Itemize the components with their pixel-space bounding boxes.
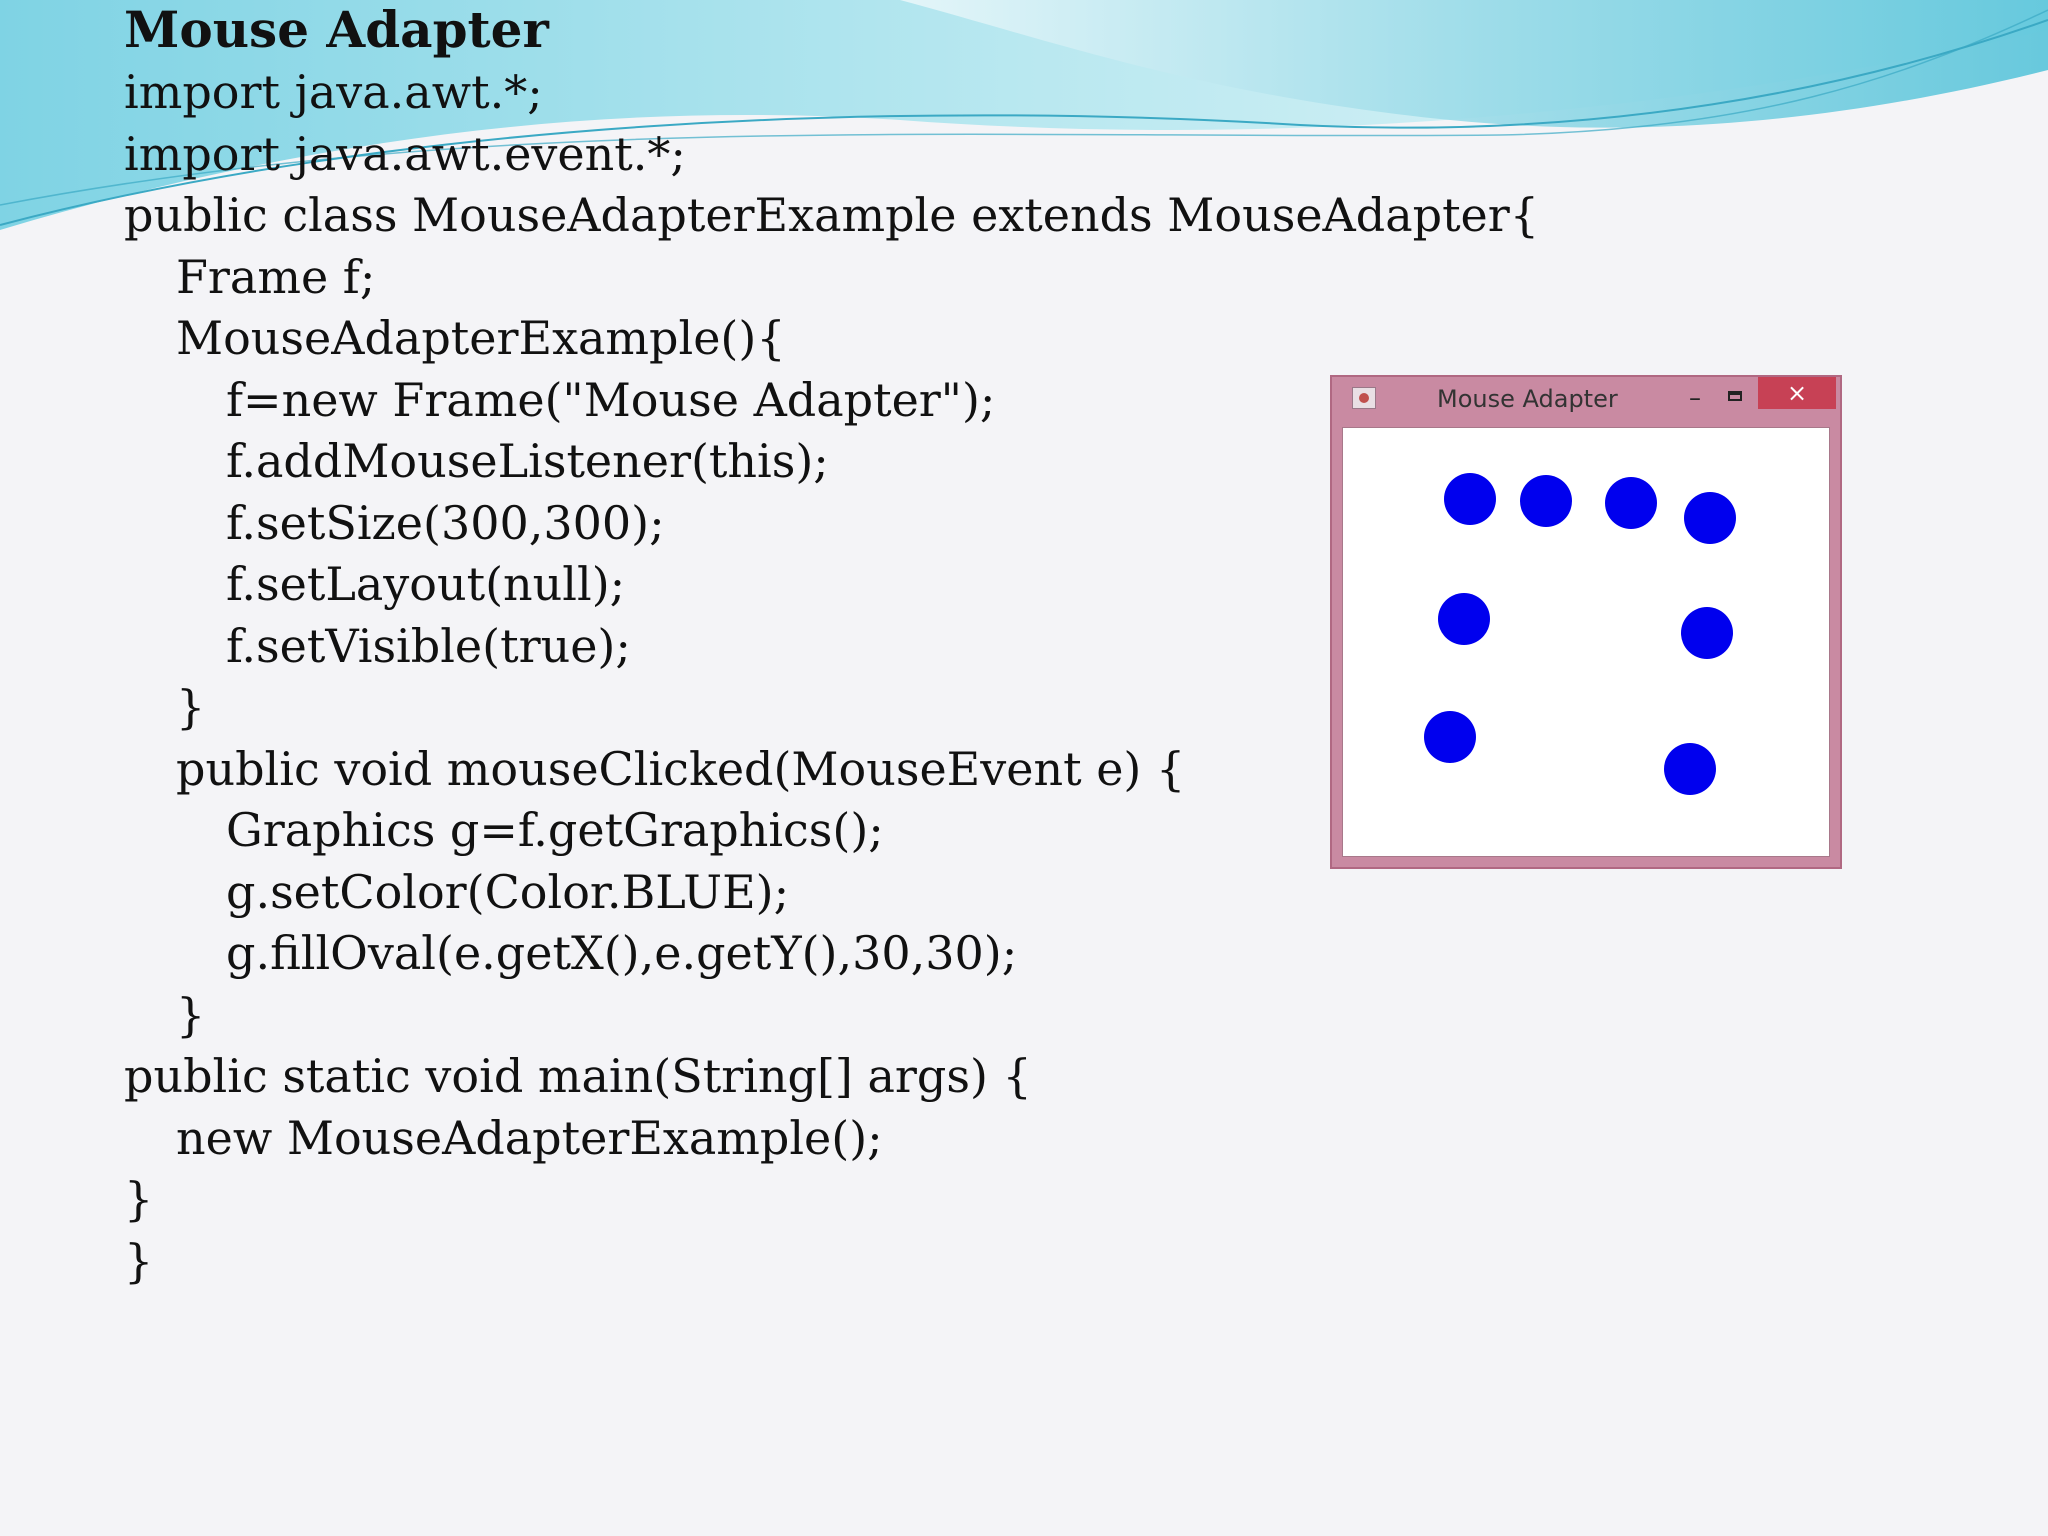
blue-oval [1424,711,1476,763]
drawn-ovals [1343,428,1829,856]
blue-oval [1605,477,1657,529]
frame-canvas[interactable] [1342,427,1830,857]
code-line-20: } [124,1233,154,1288]
code-line-3: public class MouseAdapterExample extends MouseAdapter{ [124,188,1540,242]
code-line-4: Frame f; [176,249,376,304]
blue-oval [1520,475,1572,527]
java-cup-icon [1352,387,1376,409]
window-titlebar[interactable] [1332,377,1840,427]
code-line-2: import java.awt.event.*; [124,126,686,181]
blue-oval [1664,743,1716,795]
code-line-13: Graphics g=f.getGraphics(); [226,803,884,857]
code-listing [124,62,1539,1292]
blue-oval [1681,607,1733,659]
mouse-adapter-window-screenshot [1330,375,1842,869]
code-line-6: f=new Frame("Mouse Adapter"); [226,372,996,427]
blue-oval [1684,492,1736,544]
code-line-8: f.setSize(300,300); [226,495,665,550]
code-line-1: import java.awt.*; [124,65,543,119]
code-line-16: } [176,987,206,1042]
window-title: Mouse Adapter [1437,385,1618,413]
blue-oval [1438,593,1490,645]
code-line-10: f.setVisible(true); [226,618,631,673]
maximize-icon [1728,391,1742,401]
code-line-5: MouseAdapterExample(){ [176,311,786,365]
minimize-button[interactable]: – [1689,384,1701,412]
code-line-15: g.fillOval(e.getX(),e.getY(),30,30); [226,926,1018,980]
blue-oval [1444,473,1496,525]
code-line-9: f.setLayout(null); [226,557,626,611]
maximize-button[interactable] [1718,383,1752,413]
code-line-12: public void mouseClicked(MouseEvent e) { [176,741,1186,796]
slide-title: Mouse Adapter [124,0,549,59]
code-line-7: f.addMouseListener(this); [226,434,829,488]
code-line-11: } [176,680,206,734]
code-line-18: new MouseAdapterExample(); [176,1110,883,1165]
close-button[interactable]: × [1758,377,1836,409]
code-line-17: public static void main(String[] args) { [124,1049,1032,1103]
code-line-14: g.setColor(Color.BLUE); [226,864,790,919]
code-line-19: } [124,1172,154,1226]
